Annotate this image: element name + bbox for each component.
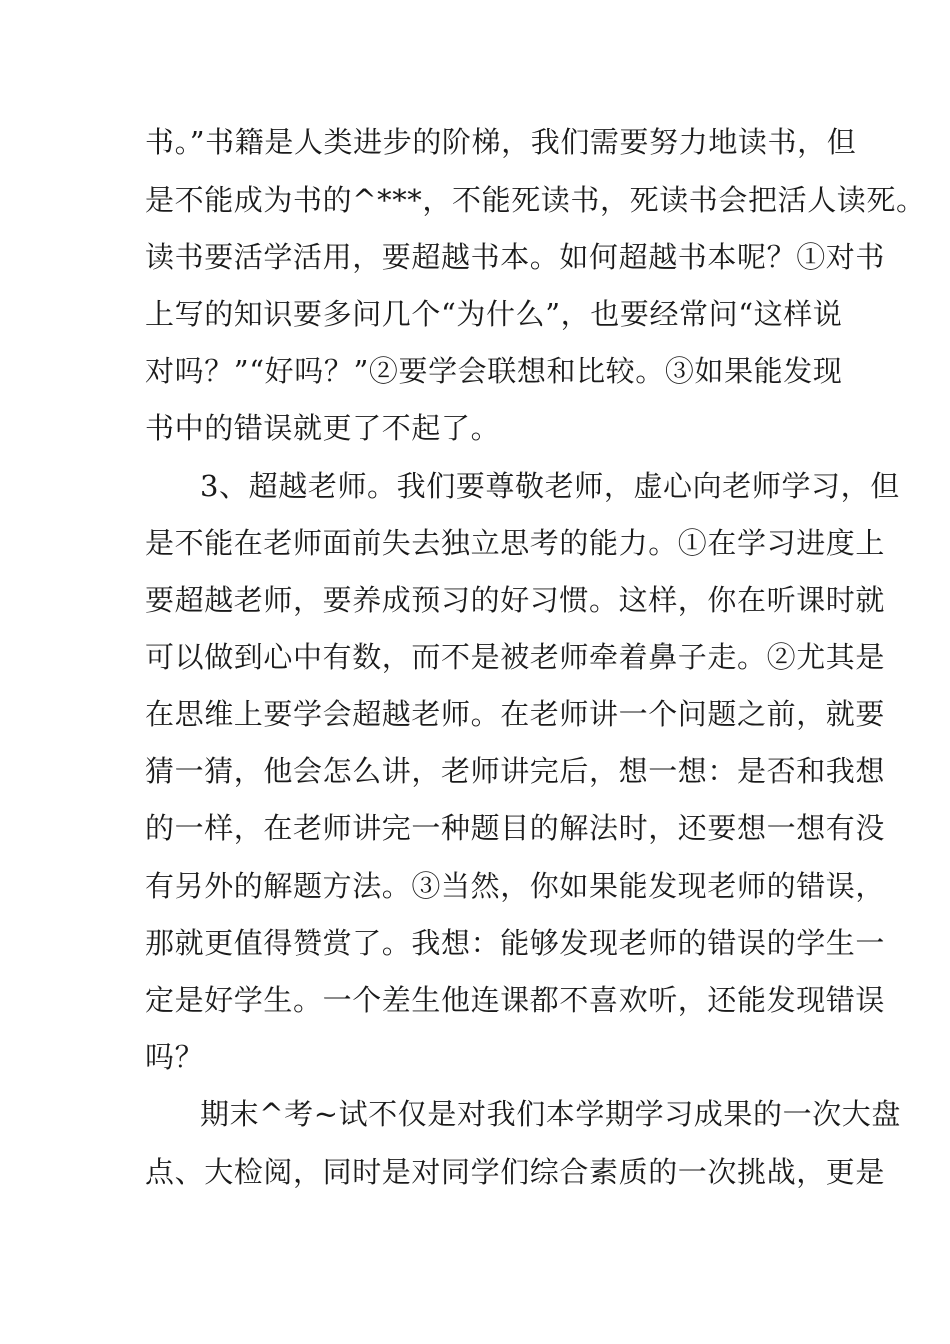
text-line: 要超越老师，要养成预习的好习惯。这样，你在听课时就 — [145, 583, 886, 617]
text-line: 是不能在老师面前失去独立思考的能力。①在学习进度上 — [145, 526, 886, 560]
text-line: 有另外的解题方法。③当然，你如果能发现老师的错误， — [145, 869, 886, 903]
text-line: 定是好学生。一个差生他连课都不喜欢听，还能发现错误 — [145, 983, 886, 1017]
text-line: 上写的知识要多问几个“为什么”，也要经常问“这样说 — [145, 297, 843, 331]
text-line: 书。”书籍是人类进步的阶梯，我们需要努力地读书，但 — [145, 125, 857, 159]
text-line: 吗？ — [145, 1040, 205, 1074]
text-line: 在思维上要学会超越老师。在老师讲一个问题之前，就要 — [145, 697, 886, 731]
text-line: 的一样，在老师讲完一种题目的解法时，还要想一想有没 — [145, 811, 886, 845]
text-line: 书中的错误就更了不起了。 — [145, 411, 501, 445]
text-line: 是不能成为书的^***，不能死读书，死读书会把活人读死。 — [145, 183, 926, 217]
text-line: 读书要活学活用，要超越书本。如何超越书本呢？①对书 — [145, 240, 886, 274]
text-line: 猜一猜，他会怎么讲，老师讲完后，想一想：是否和我想 — [145, 754, 886, 788]
text-line: 那就更值得赞赏了。我想：能够发现老师的错误的学生一 — [145, 926, 886, 960]
paragraph-start-line: 期末^考~试不仅是对我们本学期学习成果的一次大盘 — [200, 1097, 901, 1131]
text-line: 可以做到心中有数，而不是被老师牵着鼻子走。②尤其是 — [145, 640, 886, 674]
paragraph-start-line: 3、超越老师。我们要尊敬老师，虚心向老师学习，但 — [200, 469, 900, 503]
text-line: 对吗？”“好吗？”②要学会联想和比较。③如果能发现 — [145, 354, 843, 388]
text-line: 点、大检阅，同时是对同学们综合素质的一次挑战，更是 — [145, 1155, 886, 1189]
